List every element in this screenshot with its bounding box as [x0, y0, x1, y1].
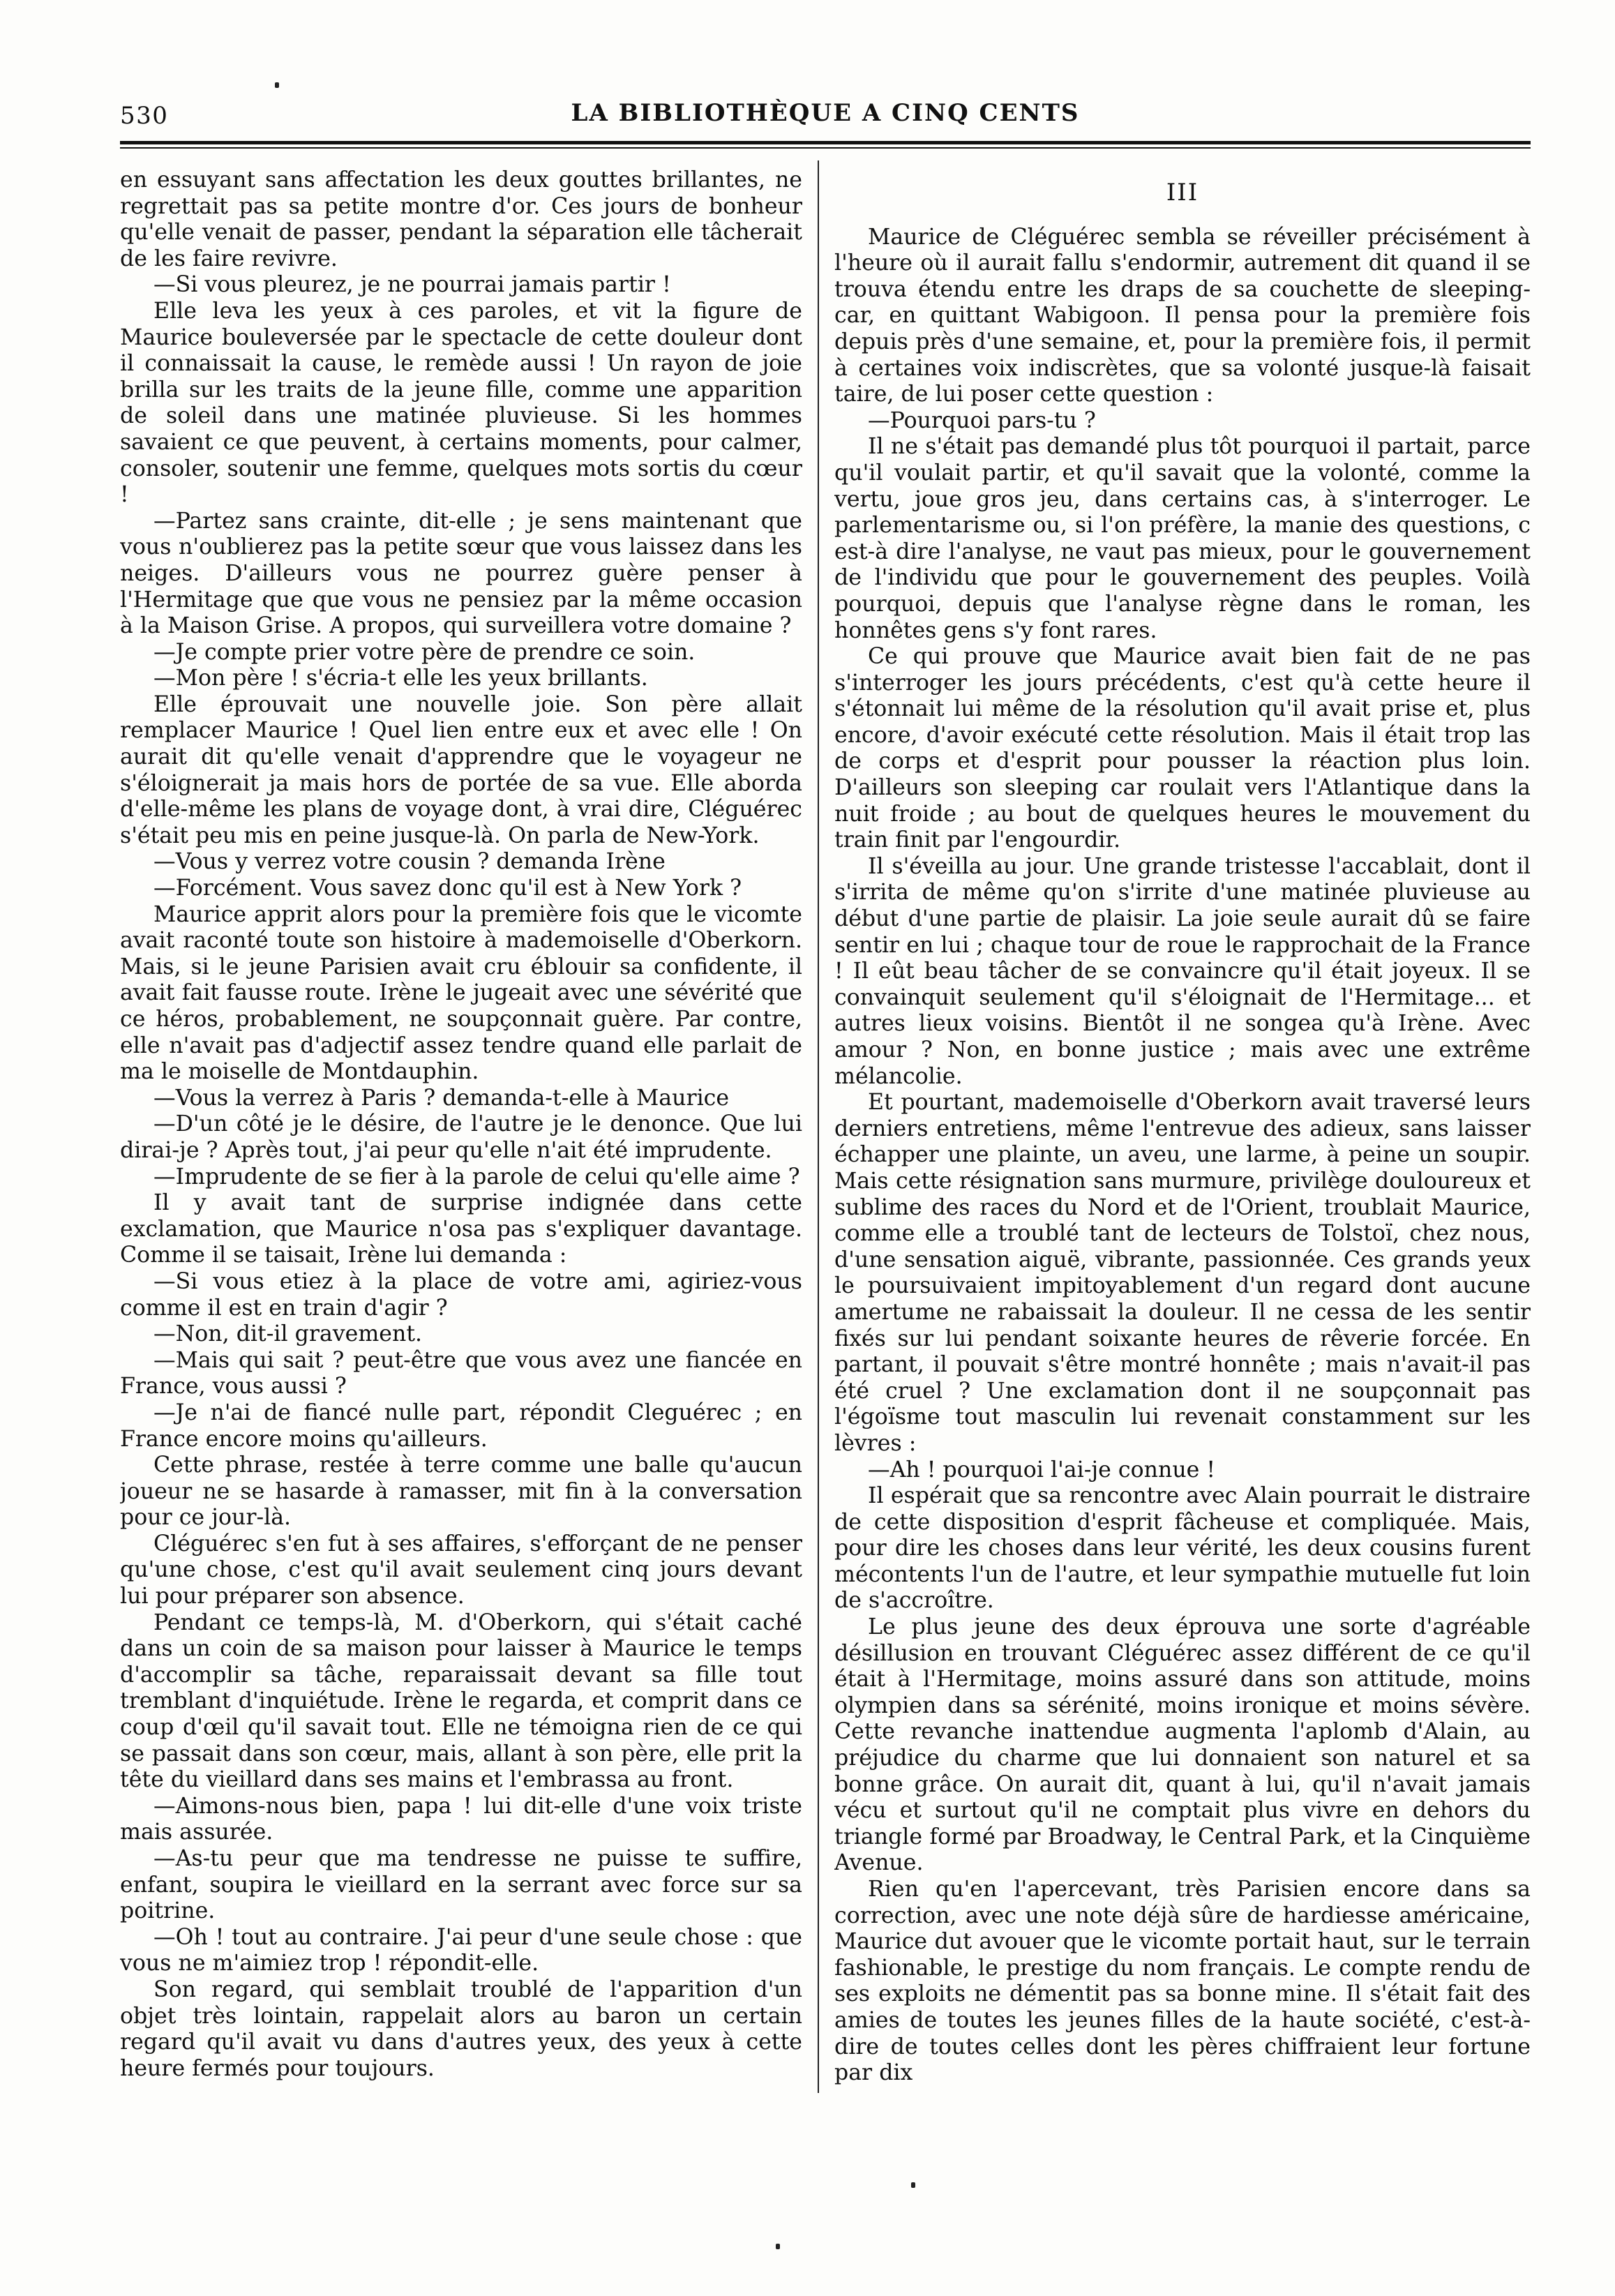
paragraph: Ce qui prouve que Maurice avait bien fait de ne pas s'interroger les jours précédents, c'est qu'à cette heure il s'étonnait lui même de la résolution qu'il avait prise et, plus encore, d'avoir exécuté cette résolution. Mais il était trop las de corps et d'esprit pour pousser la réaction plus loin. D'ailleurs son sleeping car roulait vers l'Atlantique dans la nuit froide ; au bout de quelques heures le mouvement du train finit par l'engourdir. [834, 644, 1531, 853]
right-column [834, 167, 1531, 2246]
header-rule-thin [120, 147, 1531, 149]
paragraph: —As-tu peur que ma tendresse ne puisse te suffire, enfant, soupira le vieillard en la serrant avec force sur sa poitrine. [120, 1846, 802, 1924]
paragraph: Il y avait tant de surprise indignée dans cette exclamation, que Maurice n'osa pas s'expliquer davantage. Comme il se taisait, Irène lui demanda : [120, 1190, 802, 1268]
paragraph: —Partez sans crainte, dit-elle ; je sens maintenant que vous n'oublierez pas la petite sœur que vous laissez dans les neiges. D'ailleurs vous ne pourrez guère penser à l'Hermitage que que vous ne pensiez par la même occasion à la Maison Grise. A propos, qui surveillera votre domaine ? [120, 508, 802, 639]
paragraph: Elle éprouvait une nouvelle joie. Son père allait remplacer Maurice ! Quel lien entre eux et avec elle ! On aurait dit qu'elle venait d'apprendre que le voyageur ne s'éloignerait ja mais hors de portée de sa vue. Elle aborda d'elle-même les plans de voyage dont, à vrai dire, Cléguérec s'était peu mis en peine jusque-là. On parla de New-York. [120, 691, 802, 848]
paragraph: Son regard, qui semblait troublé de l'apparition d'un objet très lointain, rappelait alors au baron un certain regard qu'il avait vu dans d'autres yeux, des yeux à cette heure fermés pour toujours. [120, 1976, 802, 2081]
paragraph: —Je compte prier votre père de prendre ce soin. [153, 639, 696, 665]
paragraph: —Oh ! tout au contraire. J'ai peur d'une seule chose : que vous ne m'aimiez trop ! répondit-elle. [120, 1924, 802, 1976]
paragraph: Elle leva les yeux à ces paroles, et vit la figure de Maurice bouleversée par le spectacle de cette douleur dont il connaissait la cause, le remède aussi ! Un rayon de joie brilla sur les traits de la jeune fille, comme une apparition de soleil dans une matinée pluvieuse. Si les hommes savaient ce que peuvent, à certains moments, pour calmer, consoler, soutenir une femme, quelques mots sortis du cœur ! [120, 298, 802, 508]
paragraph: —D'un côté je le désire, de l'autre je le denonce. Que lui dirai-je ? Après tout, j'ai peur qu'elle n'ait été imprudente. [120, 1111, 802, 1163]
paragraph: —Vous y verrez votre cousin ? demanda Irène [153, 849, 666, 875]
paragraph: Il s'éveilla au jour. Une grande tristesse l'accablait, dont il s'irrita de même qu'on s'irrite d'une matinée pluvieuse au début d'une partie de plaisir. La joie seule aurait dû se faire sentir en lui ; chaque tour de roue le rapprochait de la France ! Il eût beau tâcher de se convaincre qu'il était joyeux. Il se convainquit seulement qu'il s'éloignait de l'Hermitage... et autres lieux voisins. Bientôt il ne songea qu'à Irène. Avec amour ? Non, en bonne justice ; mais avec une extrême mélancolie. [834, 853, 1531, 1089]
paragraph: —Je n'ai de fiancé nulle part, répondit Cleguérec ; en France encore moins qu'ailleurs. [120, 1400, 802, 1452]
paragraph: en essuyant sans affectation les deux gouttes brillantes, ne regrettait pas sa petite montre d'or. Ces jours de bonheur qu'elle venait de passer, pendant la séparation elle tâcherait de les faire revivre. [120, 167, 802, 271]
paragraph: Il ne s'était pas demandé plus tôt pourquoi il partait, parce qu'il voulait partir, et qu'il savait que la volonté, comme la vertu, joue gros jeu, dans certains cas, à s'interroger. Le parlementarisme ou, si l'on préfère, la manie des questions, c est-à dire l'analyse, ne vaut pas mieux, pour le gouvernement de l'individu que pour le gouvernement des peuples. Voilà pourquoi, depuis que l'analyse règne dans le roman, les honnêtes gens s'y font rares. [834, 434, 1531, 643]
print-speck [911, 2182, 915, 2188]
paragraph: Rien qu'en l'apercevant, très Parisien encore dans sa correction, avec une note déjà sûre de hardiesse américaine, Maurice dut avouer que le vicomte portait haut, sur le terrain fashionable, le prestige du nom français. Le compte rendu de ses exploits ne démentit pas sa bonne mine. Il s'était fait des amies de toutes les jeunes filles de la haute société, c'est-à-dire de toutes celles dont les pères chiffraient leur fortune par dix [834, 1877, 1531, 2086]
header-rule [120, 141, 1531, 144]
paragraph: —Si vous etiez à la place de votre ami, agiriez-vous comme il est en train d'agir ? [120, 1268, 802, 1321]
paragraph: —Vous la verrez à Paris ? demanda-t-elle à Maurice [153, 1085, 730, 1111]
running-title: LA BIBLIOTHÈQUE A CINQ CENTS [571, 99, 1080, 127]
print-speck [776, 2244, 780, 2249]
paragraph: Le plus jeune des deux éprouva une sorte d'agréable désillusion en trouvant Cléguérec assez différent de ce qu'il était à l'Hermitage, moins assuré dans son attitude, moins olympien dans sa sérénité, moins ironique et moins sévère. Cette revanche inattendue augmenta l'aplomb d'Alain, au préjudice du charme que lui donnaient son naturel et sa bonne grâce. On aurait dit, quant à lui, qu'il n'avait jamais vécu et surtout qu'il ne comptait plus vivre en dehors du triangle formé par Broadway, le Central Park, et la Cinquième Avenue. [834, 1614, 1531, 1876]
paragraph: —Forcément. Vous savez donc qu'il est à New York ? [153, 876, 742, 901]
paragraph: —Aimons-nous bien, papa ! lui dit-elle d'une voix triste mais assurée. [120, 1793, 802, 1845]
paragraph: Maurice de Cléguérec sembla se réveiller précisément à l'heure où il aurait fallu s'endormir, autrement dit quand il se trouva étendu entre les draps de sa couchette de sleeping-car, en quittant Wabigoon. Il pensa pour la première fois depuis près d'une semaine, et, pour la première fois, il permit à certaines voix indiscrètes, que sa volonté jusque-là faisait taire, de lui poser cette question : [834, 224, 1531, 407]
paragraph: Il espérait que sa rencontre avec Alain pourrait le distraire de cette disposition d'esprit fâcheuse et compliquée. Mais, pour dire les choses dans leur vérité, les deux cousins furent mécontents l'un de l'autre, et leur sympathie mutuelle fut loin de s'accroître. [834, 1483, 1531, 1614]
paragraph: —Ah ! pourquoi l'ai-je connue ! [868, 1457, 1216, 1483]
page-number: 530 [120, 102, 169, 130]
paragraph: Maurice apprit alors pour la première fois que le vicomte avait raconté toute son histoire à mademoiselle d'Oberkorn. Mais, si le jeune Parisien avait cru éblouir sa confidente, il avait fait fausse route. Irène le jugeait avec une sévérité que ce héros, probablement, ne soupçonnait guère. Par contre, elle n'avait pas d'adjectif assez tendre quand elle parlait de ma le moiselle de Montdauphin. [120, 901, 802, 1085]
paragraph: —Non, dit-il gravement. [153, 1321, 423, 1347]
left-column [120, 167, 802, 2246]
column-divider [818, 160, 819, 2093]
paragraph: —Imprudente de se fier à la parole de celui qu'elle aime ? [153, 1164, 800, 1190]
paragraph: Pendant ce temps-là, M. d'Oberkorn, qui s'était caché dans un coin de sa maison pour laisser à Maurice le temps d'accomplir sa tâche, reparaissait devant sa fille tout tremblant d'inquiétude. Irène le regarda, et comprit dans ce coup d'œil qu'il savait tout. Elle ne témoigna rien de ce qui se passait dans son cœur, mais, allant à son père, elle prit la tête du vieillard dans ses mains et l'embrassa au front. [120, 1610, 802, 1793]
paragraph: —Si vous pleurez, je ne pourrai jamais partir ! [153, 272, 671, 298]
paragraph: Et pourtant, mademoiselle d'Oberkorn avait traversé leurs derniers entretiens, même l'entrevue des adieux, sans laisser échapper une plainte, un aveu, une larme, à peine un soupir. Mais cette résignation sans murmure, privilège douloureux et sublime des races du Nord et de l'Orient, troublait Maurice, comme elle a troublé tant de lecteurs de Tolstoï, chez nous, d'une sensation aiguë, vibrante, passionnée. Ces grands yeux le poursuivaient impitoyablement d'un regard dont aucune amertume ne rabaissait la douleur. Il ne cessa de les sentir fixés sur lui pendant soixante heures de rêverie forcée. En partant, il pouvait s'être montré honnête ; mais n'avait-il pas été cruel ? Une exclamation dont il ne soupçonnait pas l'égoïsme tout masculin lui revenait constamment sur les lèvres : [834, 1090, 1531, 1456]
paragraph: —Mais qui sait ? peut-être que vous avez une fiancée en France, vous aussi ? [120, 1347, 802, 1400]
paragraph: Cléguérec s'en fut à ses affaires, s'efforçant de ne penser qu'une chose, c'est qu'il avait seulement cinq jours devant lui pour préparer son absence. [120, 1531, 802, 1610]
paragraph: —Pourquoi pars-tu ? [868, 407, 1096, 433]
paragraph: Cette phrase, restée à terre comme une balle qu'aucun joueur ne se hasarde à ramasser, mit fin à la conversation pour ce jour-là. [120, 1453, 802, 1531]
page-header [120, 99, 1531, 141]
paragraph: —Mon père ! s'écria-t elle les yeux brillants. [153, 666, 648, 691]
section-number: III [1166, 179, 1199, 207]
print-speck [275, 82, 279, 88]
